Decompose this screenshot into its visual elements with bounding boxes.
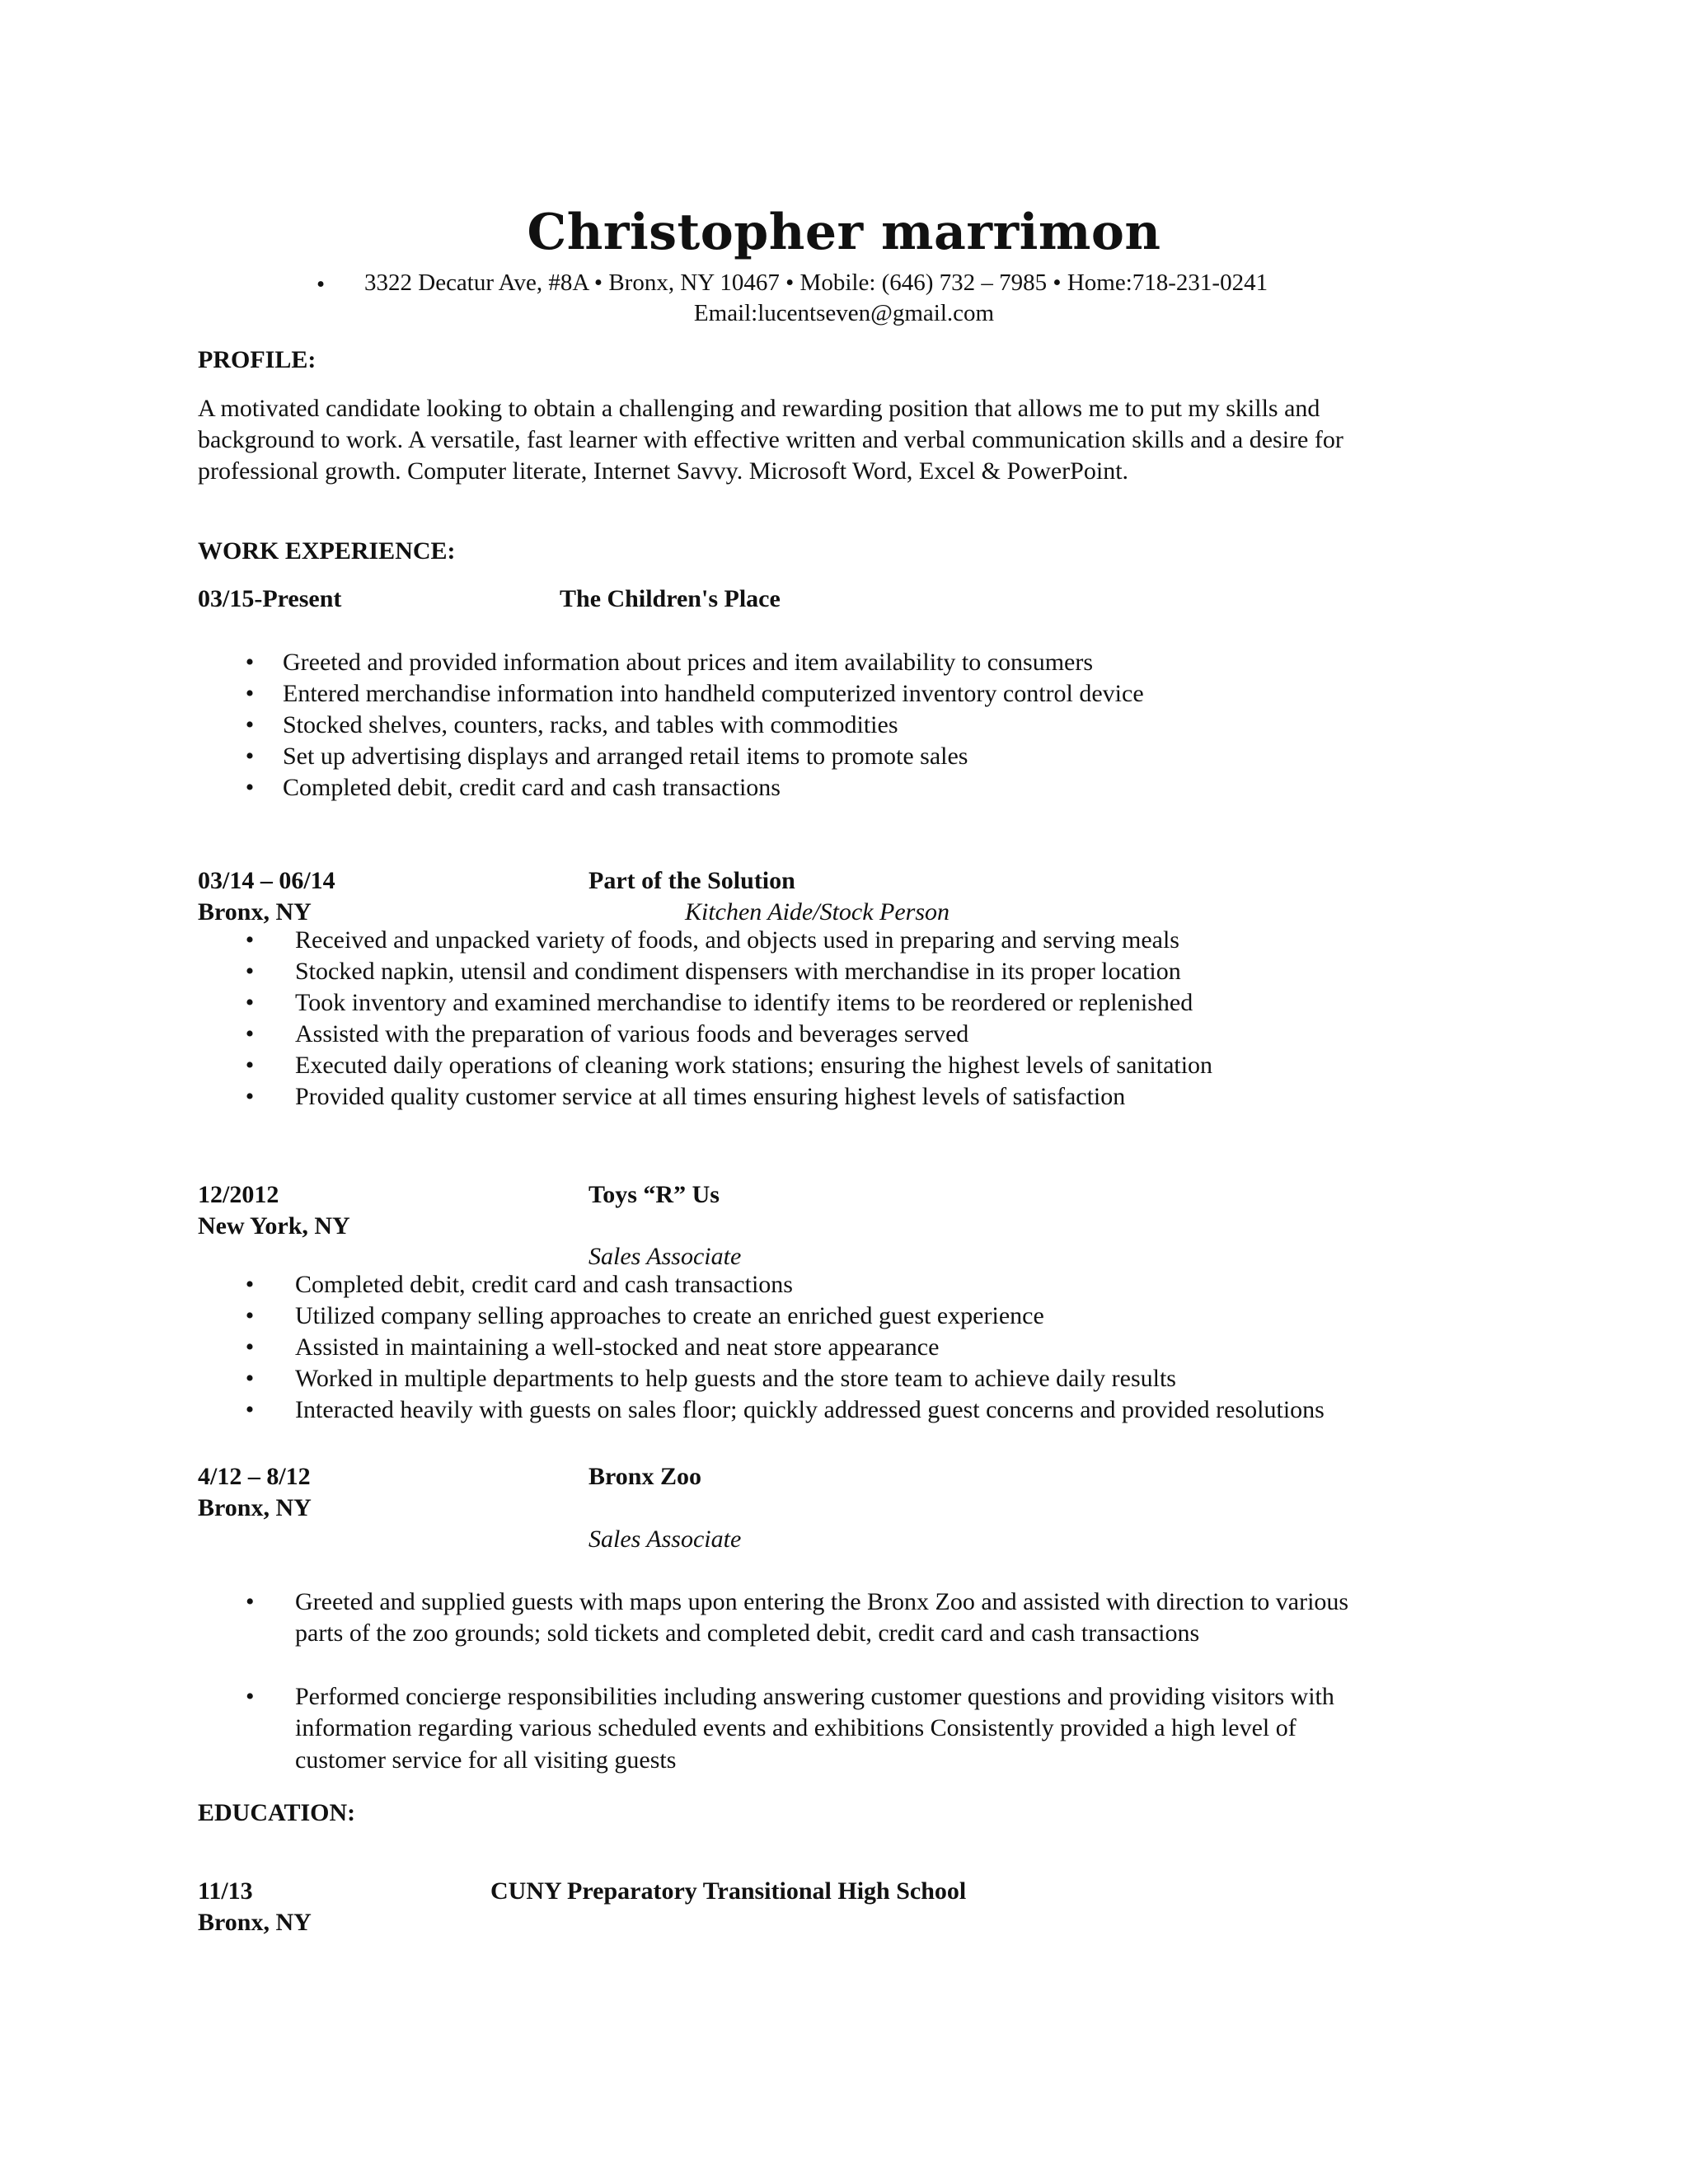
job-role: Sales Associate — [588, 1243, 742, 1270]
profile-heading: PROFILE: — [198, 346, 316, 373]
list-item: • Provided quality customer service at all times ensuring highest levels of satisfaction — [245, 1083, 1126, 1110]
list-item: • Greeted and supplied guests with maps upon entering the Bronx Zoo and assisted with direction to various parts of the zoo grounds; sold tickets and completed debit, credit card and cash transactions — [246, 1586, 1482, 1652]
bullet-line: customer service for all visiting guests — [295, 1746, 677, 1774]
education-location: Bronx, NY — [198, 1909, 312, 1936]
list-item: • Interacted heavily with guests on sales floor; quickly addressed guest concerns and provided resolutions — [245, 1396, 1325, 1423]
list-item: • Received and unpacked variety of foods, and objects used in preparing and serving meals — [245, 926, 1179, 954]
list-item: • Completed debit, credit card and cash transactions — [245, 1271, 793, 1298]
contact-email: Email:lucentseven@gmail.com — [693, 300, 995, 326]
list-item: • Stocked napkin, utensil and condiment dispensers with merchandise in its proper location — [245, 958, 1181, 985]
candidate-name: Christopher marrimon — [527, 204, 1161, 261]
job-bullet-list — [0, 1269, 1325, 1426]
list-item: • Entered merchandise information into handheld computerized inventory control device — [245, 680, 1144, 707]
contact-bullet: • — [316, 271, 326, 298]
list-item: • Completed debit, credit card and cash transactions — [245, 774, 781, 801]
list-item: • Took inventory and examined merchandise to identify items to be reordered or replenished — [245, 989, 1193, 1016]
work-experience-heading: WORK EXPERIENCE: — [198, 537, 456, 565]
job-employer: The Children's Place — [560, 585, 781, 612]
education-heading: EDUCATION: — [198, 1799, 356, 1826]
job-bullet-list — [0, 925, 1213, 1113]
job-dates: 03/15-Present — [198, 585, 342, 612]
profile-line: background to work. A versatile, fast learner with effective written and verbal communication skills and a desire for — [198, 426, 1343, 453]
education-dates: 11/13 — [198, 1877, 253, 1905]
bullet-line: Performed concierge responsibilities including answering customer questions and providing visitors with — [295, 1683, 1334, 1710]
list-item: • Assisted with the preparation of various foods and beverages served — [245, 1020, 969, 1047]
job-location: New York, NY — [198, 1212, 350, 1240]
list-item: • Greeted and provided information about prices and item availability to consumers — [245, 649, 1094, 676]
job-location: Bronx, NY — [198, 898, 312, 926]
job-role: Sales Associate — [588, 1526, 742, 1553]
list-item: • Executed daily operations of cleaning work stations; ensuring the highest levels of sanitation — [245, 1052, 1213, 1079]
contact-line: 3322 Decatur Ave, #8A • Bronx, NY 10467 • Mobile: (646) 732 – 7985 • Home:718-231-0241 — [364, 269, 1268, 296]
job-location: Bronx, NY — [198, 1494, 312, 1521]
list-item: • Set up advertising displays and arranged retail items to promote sales — [245, 743, 968, 770]
list-item: • Performed concierge responsibilities including answering customer questions and providing visitors with information regarding various scheduled events and exhibitions Consistently provided a high level of customer service for all visiting guests — [246, 1681, 1482, 1780]
profile-line: A motivated candidate looking to obtain a challenging and rewarding position that allows me to put my skills and — [198, 395, 1320, 422]
bullet-line: Greeted and supplied guests with maps upon entering the Bronx Zoo and assisted with direction to various — [295, 1588, 1349, 1615]
list-item: • Assisted in maintaining a well-stocked and neat store appearance — [245, 1333, 940, 1361]
job-employer: Bronx Zoo — [588, 1463, 701, 1490]
job-dates: 12/2012 — [198, 1181, 279, 1208]
education-school: CUNY Preparatory Transitional High School — [490, 1877, 967, 1905]
job-employer: Toys “R” Us — [588, 1181, 720, 1208]
job-employer: Part of the Solution — [588, 867, 795, 894]
bullet-line: information regarding various scheduled events and exhibitions Consistently provided a high level of — [295, 1714, 1296, 1741]
job-dates: 03/14 – 06/14 — [198, 867, 335, 894]
list-item: • Stocked shelves, counters, racks, and tables with commodities — [245, 711, 898, 738]
list-item: • Utilized company selling approaches to create an enriched guest experience — [245, 1302, 1044, 1329]
bullet-line: parts of the zoo grounds; sold tickets and completed debit, credit card and cash transactions — [295, 1619, 1200, 1647]
job-role: Kitchen Aide/Stock Person — [685, 898, 950, 926]
job-dates: 4/12 – 8/12 — [198, 1463, 311, 1490]
job-bullet-list — [0, 647, 1144, 804]
profile-line: professional growth. Computer literate, Internet Savvy. Microsoft Word, Excel & PowerPoint. — [198, 457, 1129, 485]
list-item: • Worked in multiple departments to help guests and the store team to achieve daily results — [245, 1365, 1176, 1392]
